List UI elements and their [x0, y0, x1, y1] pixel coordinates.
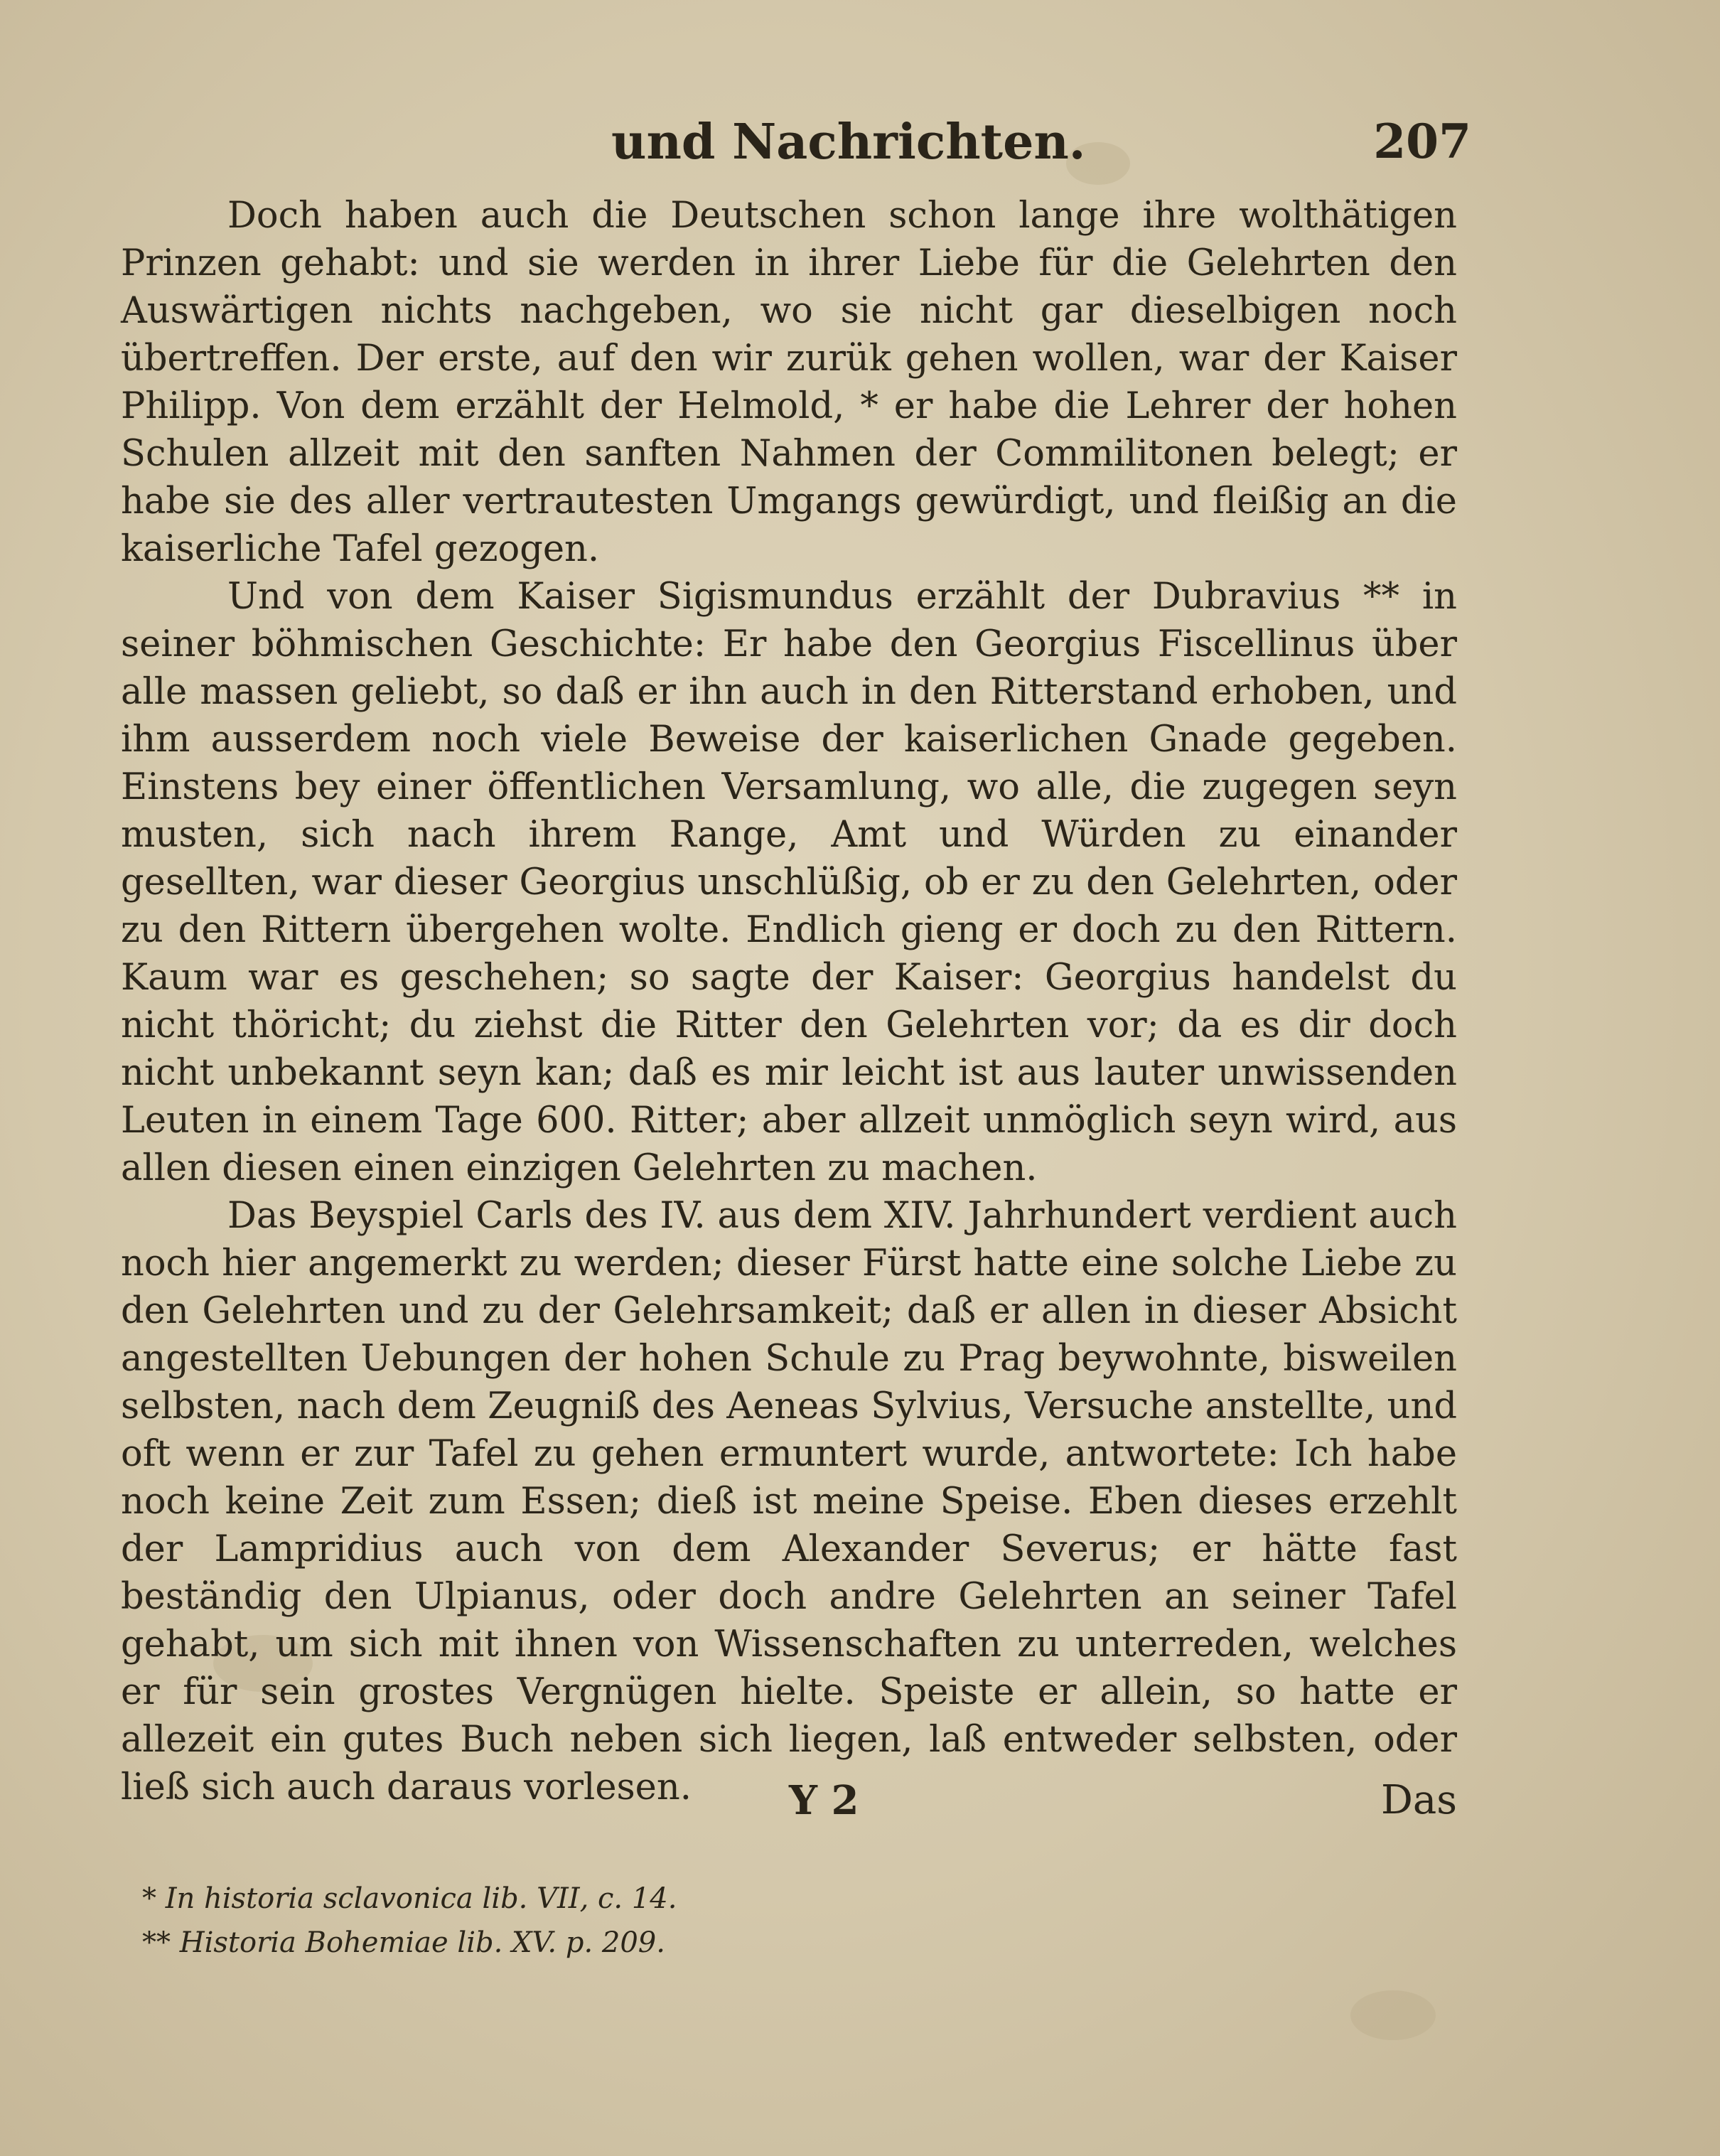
paragraph: Das Beyspiel Carls des IV. aus dem XIV. Jahrhundert verdient auch noch hier angemerkt zu werden; dieser Fürst hatte eine solche Liebe zu den Gelehrten und zu der Gelehrsamkeit; daß er allen in dieser Absicht angestellten Uebungen der hohen Schule zu Prag beywohnte, bisweilen selbsten, nach dem Zeugniß des Aeneas Sylvius, Versuche anstellte, und oft wenn er zur Tafel zu gehen ermuntert wurde, antwortete: Ich habe noch keine Zeit zum Essen; dieß ist meine Speise. Eben dieses erzehlt der Lampridius auch von dem Alexander Severus; er hätte fast beständig den Ulpianus, oder doch andre Gelehrten an seiner Tafel gehabt, um sich mit ihnen von Wissenschaften zu unterreden, welches er für sein grostes Vergnügen hielte. Speiste er allein, so hatte er allezeit ein gutes Buch neben sich liegen, laß entweder selbsten, oder ließ sich auch daraus vorlesen.	[121, 1195, 1457, 1808]
footnote: * In historia sclavonica lib. VII, c. 14.	[142, 1882, 677, 1915]
page-foot	[121, 1777, 1457, 1827]
footnote: ** Historia Bohemiae lib. XV. p. 209.	[142, 1926, 665, 1959]
paragraph: Und von dem Kaiser Sigismundus erzählt der Dubravius ** in seiner böhmischen Geschichte: Er habe den Georgius Fiscellinus über alle massen geliebt, so daß er ihn auch in den Ritterstand erhoben, und ihm ausserdem noch viele Beweise der kaiserlichen Gnade gegeben. Einstens bey einer öffentlichen Versamlung, wo alle, die zugegen seyn musten, sich nach ihrem Range, Amt und Würden zu einander gesellten, war dieser Georgius unschlüßig, ob er zu den Gelehrten, oder zu den Rittern übergehen wolte. Endlich gieng er doch zu den Rittern. Kaum war es geschehen; so sagte der Kaiser: Georgius handelst du nicht thöricht; du ziehst die Ritter den Gelehrten vor; da es dir doch nicht unbekannt seyn kan; daß es mir leicht ist aus lauter unwissenden Leuten in einem Tage 600. Ritter; aber allzeit unmöglich seyn wird, aus allen diesen einen einzigen Gelehrten zu machen.	[121, 576, 1457, 1189]
running-head: und Nachrichten.	[611, 114, 1086, 171]
page-header	[121, 114, 1471, 178]
catchword: Das	[1380, 1777, 1457, 1823]
paper-stain	[1350, 1990, 1436, 2040]
signature-mark: Y 2	[789, 1777, 859, 1824]
page-number: 207	[1373, 114, 1471, 169]
footnotes	[142, 1877, 1421, 1965]
paragraph: Doch haben auch die Deutschen schon lange ihre wolthätigen Prinzen gehabt: und sie werden in ihrer Liebe für die Gelehrten den Auswärtigen nichts nachgeben, wo sie nicht gar dieselbigen noch übertreffen. Der erste, auf den wir zurük gehen wollen, war der Kaiser Philipp. Von dem erzählt der Helmold, * er habe die Lehrer der hohen Schulen allzeit mit den sanften Nahmen der Commilitonen belegt; er habe sie des aller vertrautesten Umgangs gewürdigt, und fleißig an die kaiserliche Tafel gezogen.	[121, 195, 1457, 570]
main-text	[121, 192, 1457, 1811]
